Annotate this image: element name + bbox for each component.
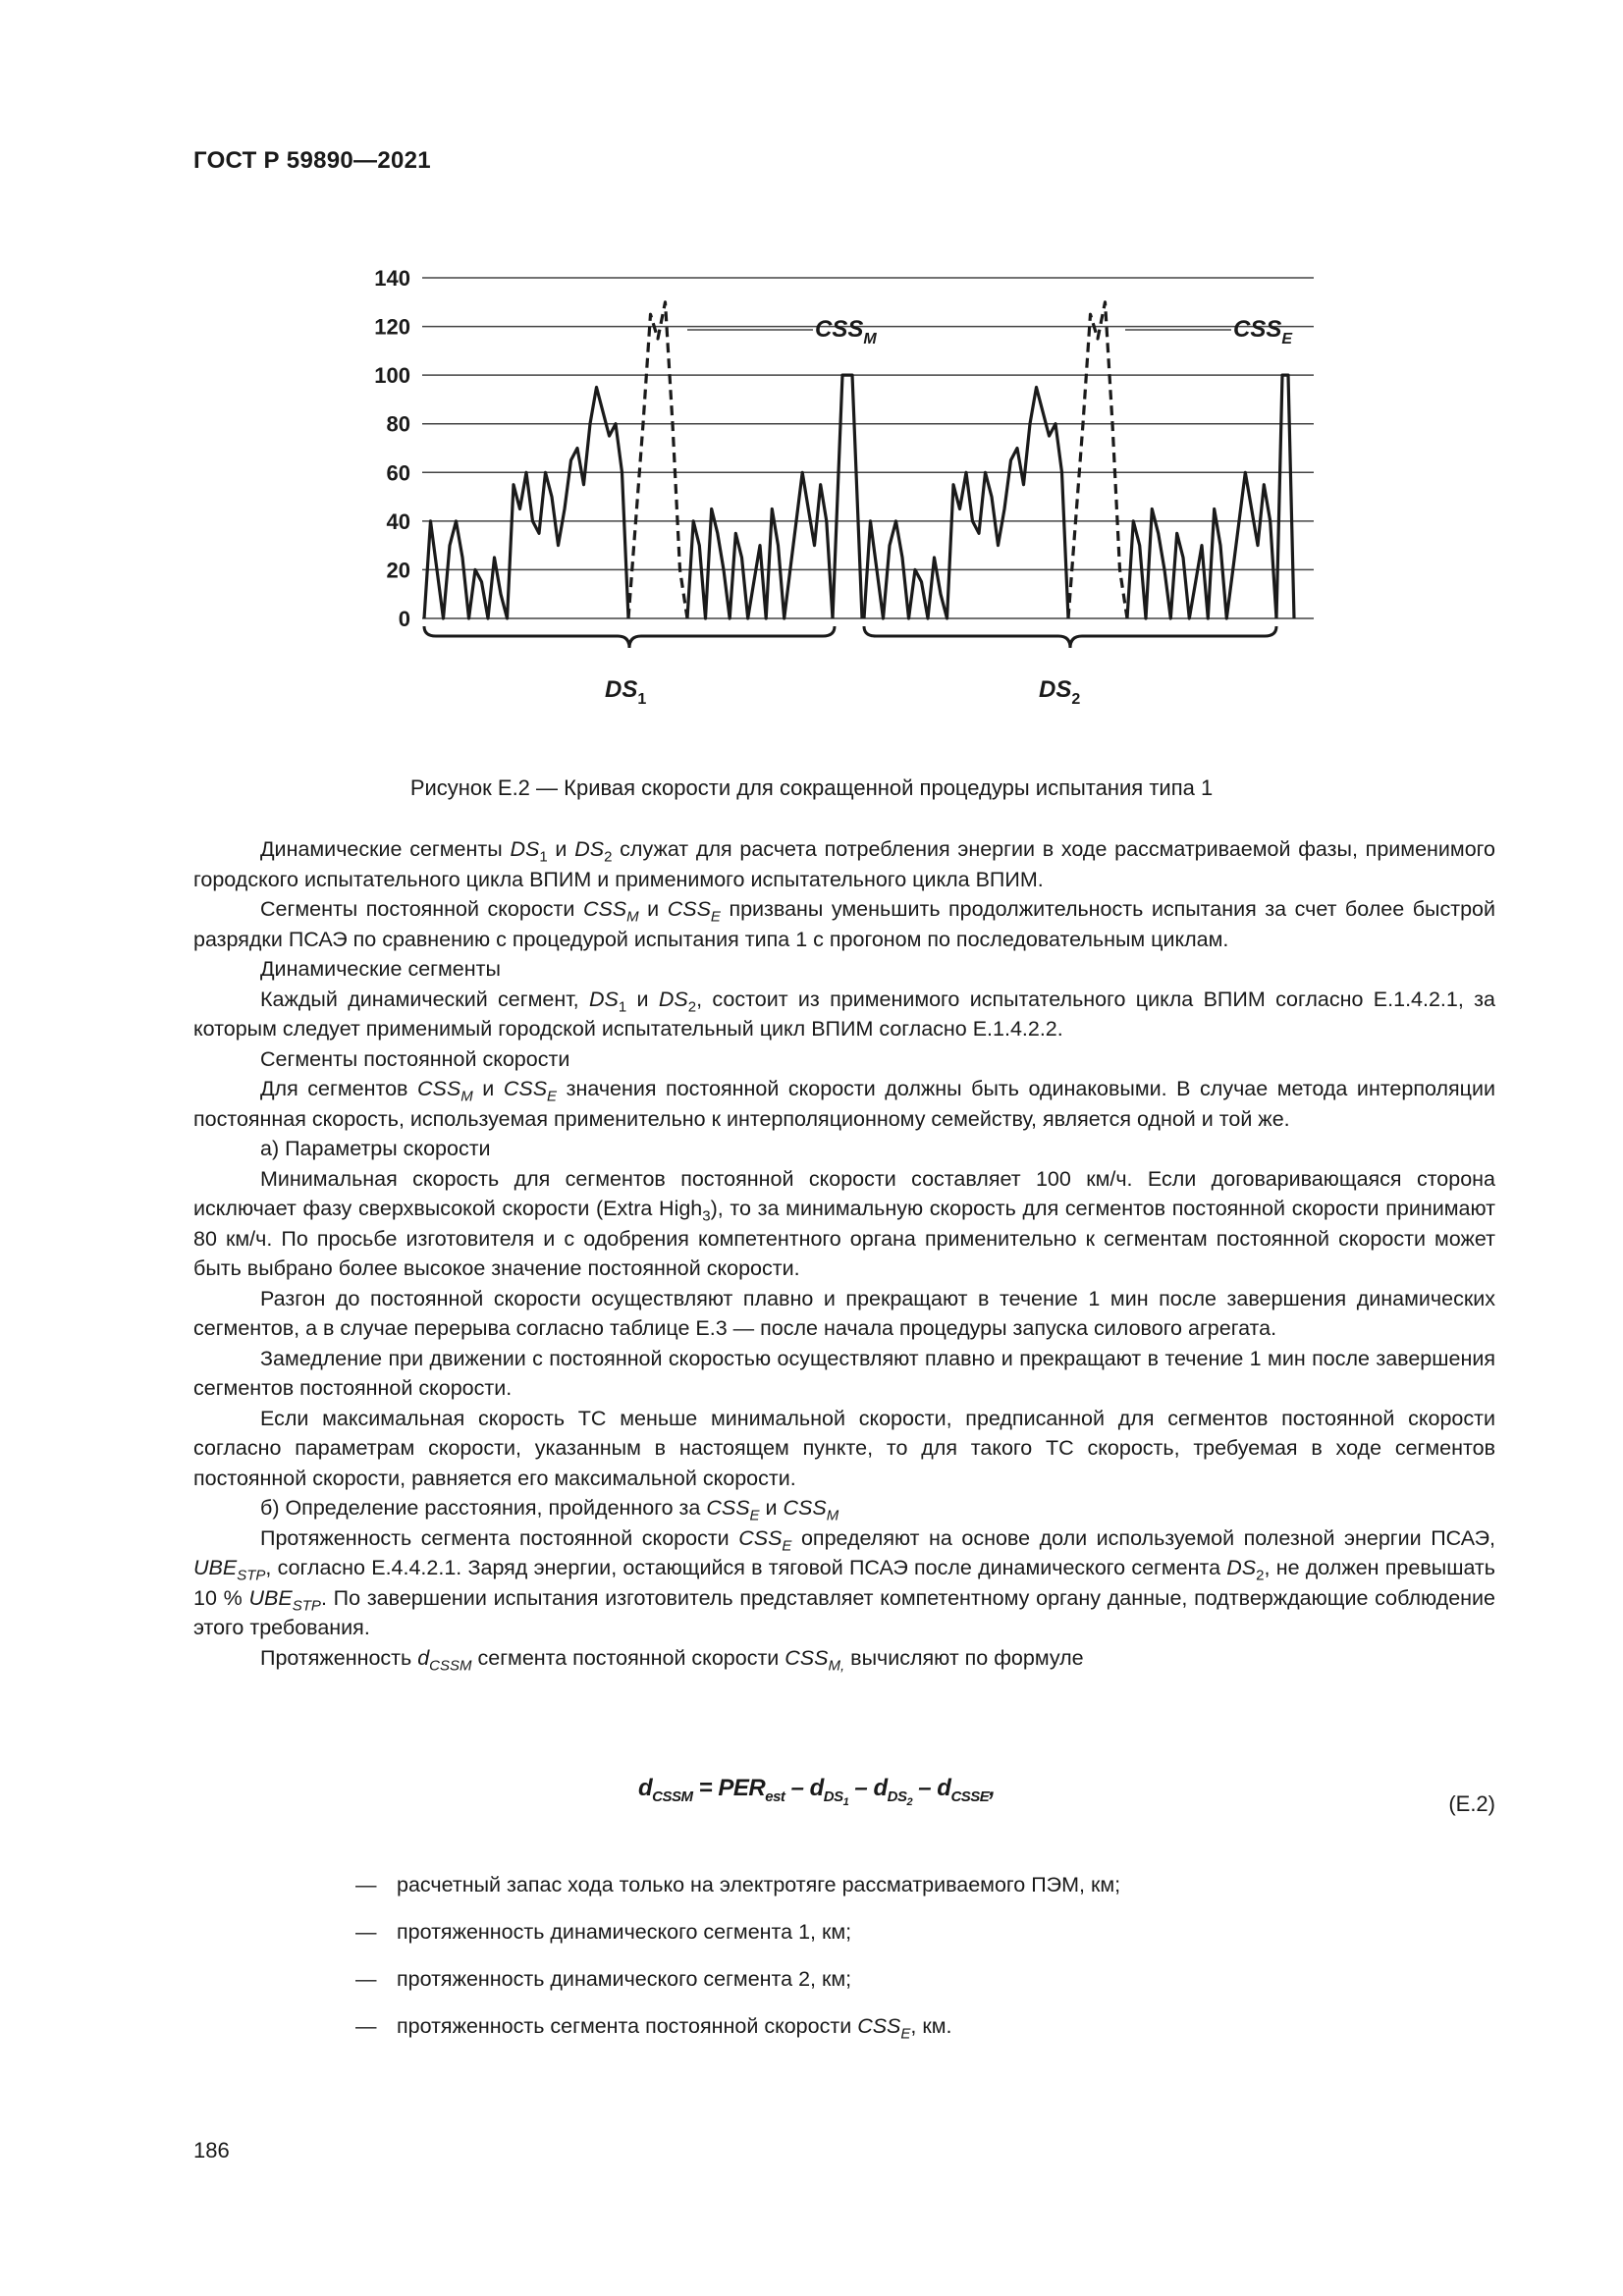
y-tick-140: 140 xyxy=(374,266,410,291)
speed-chart xyxy=(0,0,1623,726)
y-tick-100: 100 xyxy=(374,363,410,389)
y-tick-60: 60 xyxy=(386,460,410,486)
y-tick-120: 120 xyxy=(374,314,410,340)
paragraph-11: Если максимальная скорость ТС меньше минимальной скорости, предписанной для сегментов постоянной скорости согласно параметрам скорости, указанным в настоящем пункте, то для такого ТС скорость, требуемая в ходе сегментов постоянной скорости, равняется его максимальной скорости. xyxy=(193,1406,1495,1490)
document-header: ГОСТ Р 59890—2021 xyxy=(193,147,431,174)
brace-ds1 xyxy=(424,626,835,648)
y-tick-0: 0 xyxy=(398,607,410,631)
paragraph-10: Замедление при движении с постоянной скоростью осуществляют плавно и прекращают в течение 1 мин после завершения сегментов постоянной скорости. xyxy=(193,1346,1495,1400)
series-line-4 xyxy=(833,375,862,618)
label-ds1: $DS_1$ xyxy=(605,676,647,708)
paragraph-5: Сегменты постоянной скорости xyxy=(260,1046,570,1071)
page-number: 186 xyxy=(193,2138,230,2163)
paragraph-14: Протяженность $d_{CSSM}$ сегмента постоянной скорости $CSS_{M,}$ вычисляют по формуле xyxy=(260,1645,1084,1674)
paragraph-1: Динамические сегменты $DS_1$ и $DS_2$ служат для расчета потребления энергии в ходе рассматриваемой фазы, применимого городского испытательного цикла ВПИМ и применимого испытательного цикла ВПИМ. xyxy=(193,837,1495,891)
y-tick-40: 40 xyxy=(386,508,410,534)
paragraph-13: Протяженность сегмента постоянной скорости $CSS_E$ определяют на основе доли используемой полезной энергии ПСАЭ, $UBE_{STP}$, согласно Е.4.4.2.1. Заряд энергии, остающийся в тяговой ПСАЭ после динамического сегмента $DS_2$, не должен превышать 10 % $UBE_{STP}$. По завершении испытания изготовитель представляет компетентному органу данные, подтверждающие соблюдение этого требования. xyxy=(193,1525,1495,1639)
series-line-7 xyxy=(1127,472,1276,618)
label-csse: $CSS_E$ xyxy=(1233,316,1293,347)
segment-braces xyxy=(424,626,1276,648)
body-text xyxy=(193,834,1495,1673)
figure-caption: Рисунок Е.2 — Кривая скорости для сокращенной процедуры испытания типа 1 xyxy=(409,775,1214,800)
formula-e2: $d_{CSSM} = PER_{est} - d_{DS_1} - d_{DS_2} - d_{CSSE}$, xyxy=(638,1775,996,1808)
label-cssm: $CSS_M$ xyxy=(815,316,877,347)
series-line-6 xyxy=(1068,302,1127,618)
y-tick-labels xyxy=(374,266,410,631)
equation-number: (Е.2) xyxy=(1448,1791,1495,1816)
paragraph-7: а) Параметры скорости xyxy=(260,1137,491,1160)
y-tick-80: 80 xyxy=(386,411,410,437)
series-line-1 xyxy=(424,388,628,619)
paragraph-3: Динамические сегменты xyxy=(260,957,501,981)
series-line-5 xyxy=(864,388,1068,619)
paragraph-12: б) Определение расстояния, пройденного за $CSS_E$ и $CSS_M$ xyxy=(260,1496,839,1524)
series-line-2 xyxy=(628,302,687,618)
series-line-8 xyxy=(1276,375,1294,618)
brace-ds2 xyxy=(864,626,1276,648)
y-tick-20: 20 xyxy=(386,558,410,583)
paragraph-8: Минимальная скорость для сегментов постоянной скорости составляет 100 км/ч. Если договаривающаяся сторона исключает фазу сверхвысокой скорости (Extra High$_3$), то за минимальную скорость для сегментов постоянной скорости принимают 80 км/ч. По просьбе изготовителя и с одобрения компетентного органа применительно к сегментам постоянной скорости может быть выбрано более высокое значение постоянной скорости. xyxy=(193,1166,1495,1280)
paragraph-4: Каждый динамический сегмент, $DS_1$ и $DS_2$, состоит из применимого испытательного цикла ВПИМ согласно Е.1.4.2.1, за которым следует применимый городской испытательный цикл ВПИМ согласно Е.1.4.2.2. xyxy=(193,987,1495,1041)
paragraph-9: Разгон до постоянной скорости осуществляют плавно и прекращают в течение 1 мин после завершения динамических сегментов, а в случае перерыва согласно таблице Е.3 — после начала процедуры запуска силового агрегата. xyxy=(193,1286,1495,1340)
paragraph-2: Сегменты постоянной скорости $CSS_M$ и $CSS_E$ призваны уменьшить продолжительность испытания за счет более быстрой разрядки ПСАЭ по сравнению с процедурой испытания типа 1 с прогоном по последовательным циклам. xyxy=(193,897,1495,951)
paragraph-6: Для сегментов $CSS_M$ и $CSS_E$ значения постоянной скорости должны быть одинаковыми. В случае метода интерполяции постоянная скорость, используемая применительно к интерполяционному семейству, является одной и той же. xyxy=(193,1077,1495,1131)
series-line-3 xyxy=(687,472,833,618)
chart-curves xyxy=(424,302,1294,618)
label-ds2: $DS_2$ xyxy=(1039,676,1081,708)
